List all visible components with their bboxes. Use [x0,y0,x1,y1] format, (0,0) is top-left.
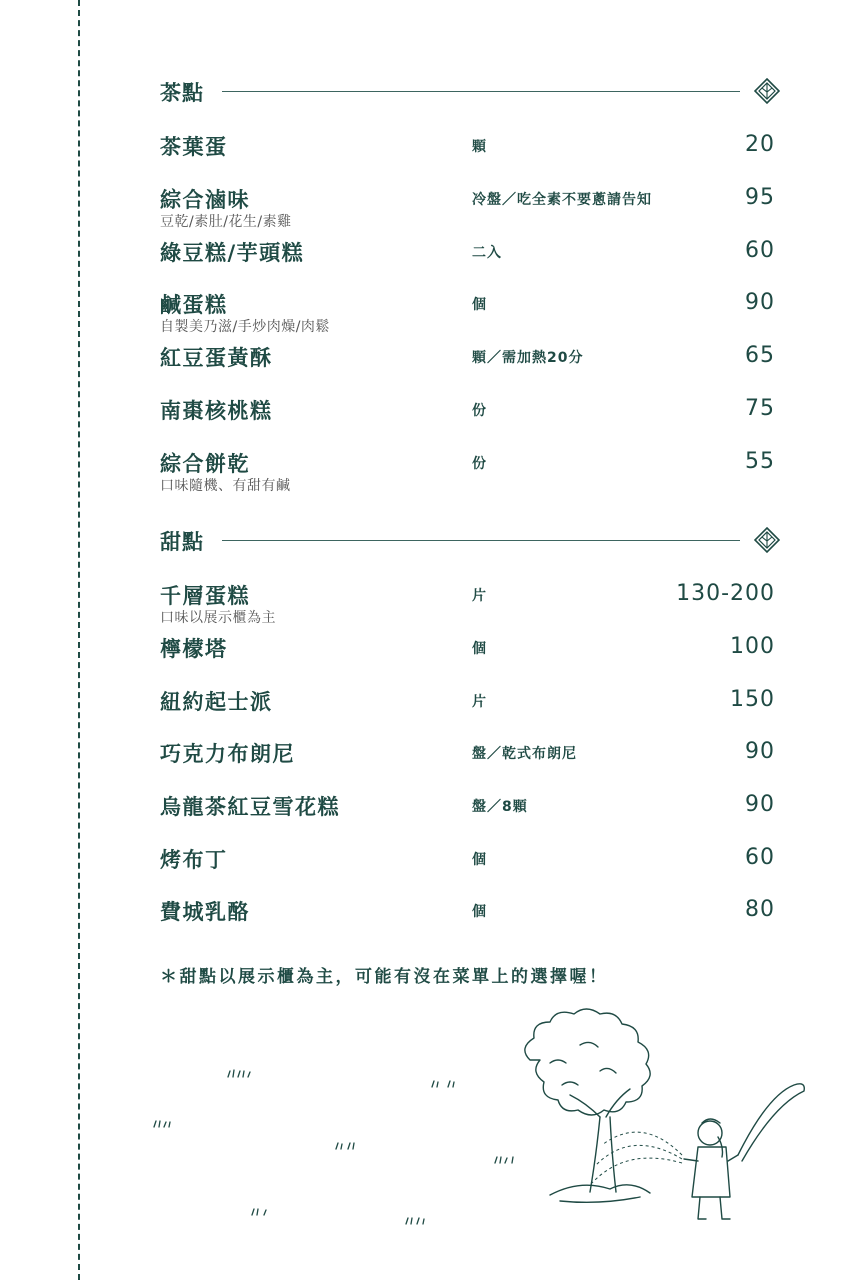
item-unit: 二入 [472,245,502,261]
menu-item [160,131,775,177]
item-price: 150 [730,687,775,712]
tree-illustration [525,1009,650,1202]
section-title: 甜點 [160,530,204,554]
item-unit: 盤／乾式布朗尼 [472,746,577,762]
item-unit: 份 [472,456,487,472]
item-name: 鹹蛋糕 [160,293,228,317]
item-price: 55 [745,449,775,474]
diamond-leaf-icon [754,78,780,104]
menu-item [160,395,775,441]
item-unit: 片 [472,694,487,710]
menu-item [160,738,775,784]
item-name: 綠豆糕/芋頭糕 [160,241,305,265]
item-price: 100 [730,634,775,659]
item-unit: 個 [472,852,487,868]
item-unit: 片 [472,588,487,604]
item-unit: 個 [472,904,487,920]
menu-item [160,844,775,890]
menu-item [160,237,775,283]
item-price: 75 [745,396,775,421]
footnote: ＊甜點以展示櫃為主，可能有沒在菜單上的選擇喔！ [160,967,609,987]
item-price: 65 [745,343,775,368]
grass-tufts [154,1070,513,1224]
water-spray [592,1132,682,1183]
menu-item [160,448,775,494]
item-price: 90 [745,739,775,764]
item-name: 巧克力布朗尼 [160,742,295,766]
menu-item [160,791,775,837]
garden-illustration [130,1005,820,1245]
diamond-leaf-icon [754,527,780,553]
item-name: 綜合餅乾 [160,452,250,476]
item-price: 60 [745,845,775,870]
item-price: 90 [745,792,775,817]
menu-item [160,342,775,388]
item-name: 千層蛋糕 [160,584,250,608]
item-price: 95 [745,185,775,210]
item-name: 紅豆蛋黃酥 [160,346,273,370]
item-name: 烤布丁 [160,848,228,872]
menu-item [160,686,775,732]
item-price: 90 [745,290,775,315]
item-description: 自製美乃滋/手炒肉燥/肉鬆 [160,319,330,335]
girl-watering-illustration [684,1084,804,1219]
item-price: 80 [745,897,775,922]
dashed-border [78,0,80,1280]
item-price: 130-200 [676,581,775,606]
item-unit: 盤／8顆 [472,799,528,815]
menu-item [160,896,775,942]
menu-item [160,184,775,230]
item-name: 茶葉蛋 [160,135,228,159]
section-divider [222,91,740,92]
section-title: 茶點 [160,81,204,105]
section-divider [222,540,740,541]
item-unit: 冷盤／吃全素不要蔥請告知 [472,192,652,208]
item-price: 20 [745,132,775,157]
item-unit: 個 [472,641,487,657]
menu-item [160,580,775,626]
section-header-desserts [160,526,780,554]
item-price: 60 [745,238,775,263]
section-header-tea-snacks [160,77,780,105]
menu-item [160,633,775,679]
item-name: 紐約起士派 [160,690,273,714]
item-description: 口味以展示櫃為主 [160,610,276,626]
item-unit: 份 [472,403,487,419]
item-name: 費城乳酪 [160,900,250,924]
item-name: 檸檬塔 [160,637,228,661]
item-name: 綜合滷味 [160,188,250,212]
item-unit: 顆 [472,139,487,155]
item-name: 烏龍茶紅豆雪花糕 [160,795,340,819]
menu-item [160,289,775,335]
item-name: 南棗核桃糕 [160,399,273,423]
item-unit: 個 [472,297,487,313]
item-description: 豆乾/素肚/花生/素雞 [160,214,292,230]
item-description: 口味隨機、有甜有鹹 [160,478,291,494]
item-unit: 顆／需加熱20分 [472,350,584,366]
